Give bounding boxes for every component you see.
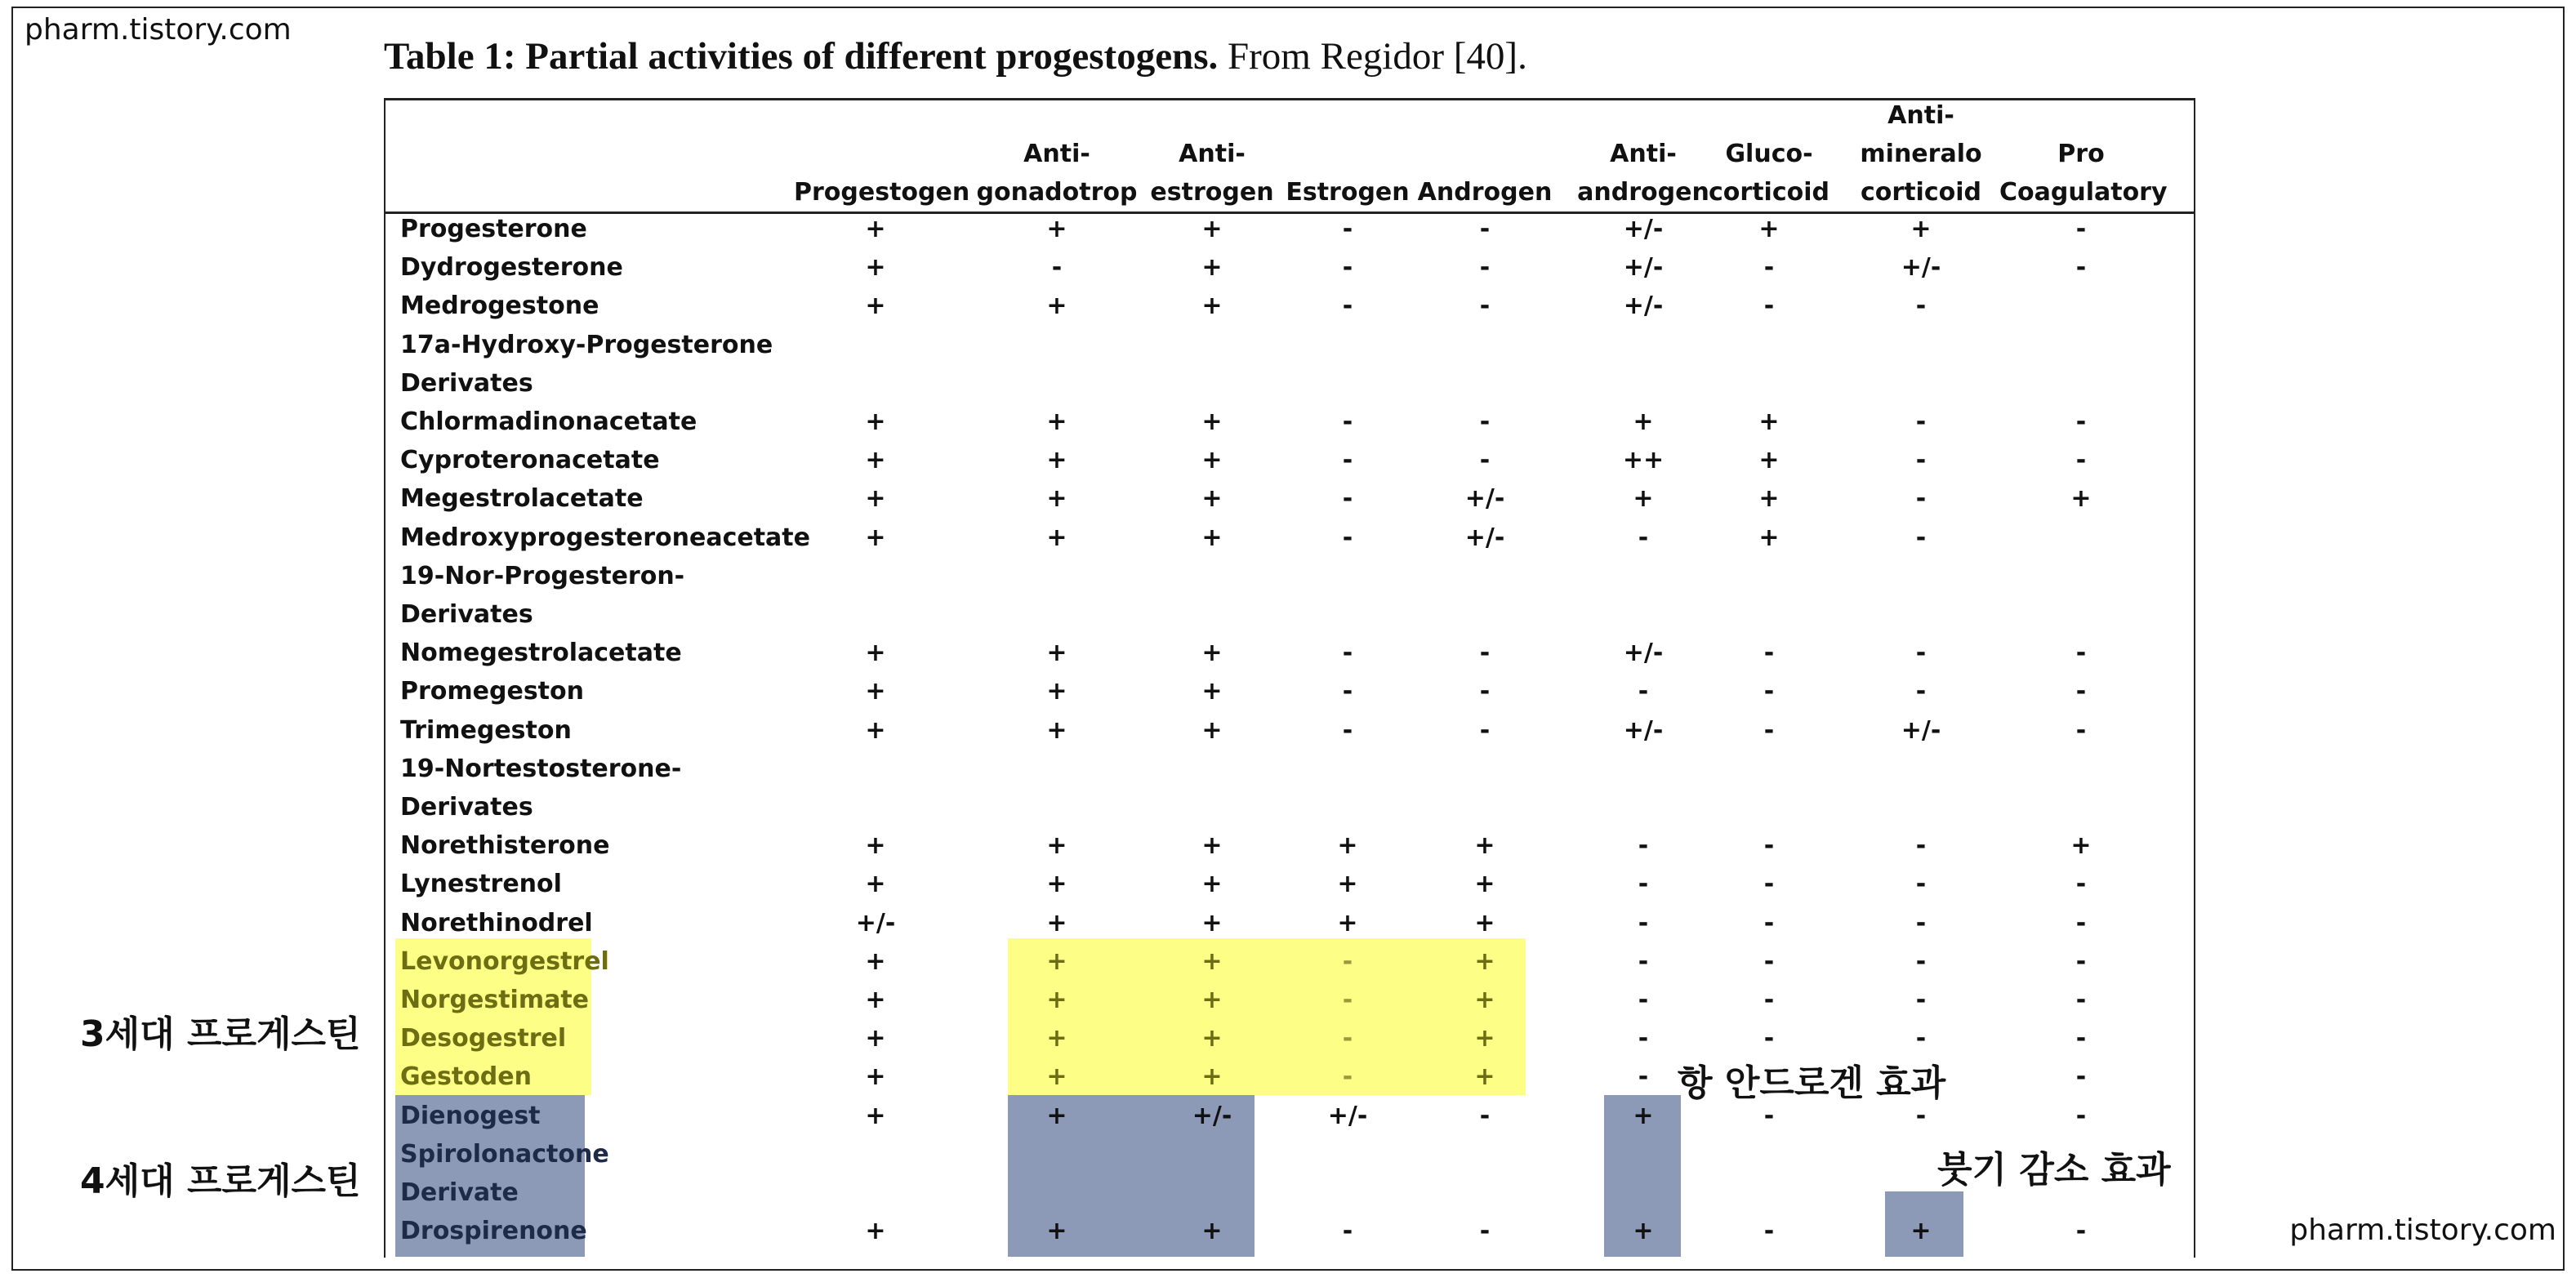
column-header-line: gonadotrop xyxy=(976,178,1138,207)
table-cell: + xyxy=(865,831,886,861)
table-cell: + xyxy=(1046,523,1067,552)
table-cell: - xyxy=(1915,639,1927,668)
table-cell: + xyxy=(1046,292,1067,321)
column-header-line: Anti- xyxy=(1887,101,1954,130)
table-cell: + xyxy=(1046,908,1067,937)
column-header-line: Coagulatory xyxy=(1999,178,2168,207)
table-cell: - xyxy=(1763,677,1775,706)
column-header-line: corticoid xyxy=(1861,178,1981,207)
table-cell: + xyxy=(1337,908,1358,937)
row-label: Nomegestrolacetate xyxy=(400,639,682,668)
table-cell: +/- xyxy=(1901,253,1941,283)
table-cell: - xyxy=(1342,639,1353,668)
table-cell: - xyxy=(1342,1024,1353,1053)
table-cell: - xyxy=(2075,407,2087,436)
table-cell: + xyxy=(1474,946,1495,976)
table-cell: + xyxy=(865,639,886,668)
annotation-4th-generation: 4세대 프로게스틴 xyxy=(80,1160,361,1202)
column-header-line: mineralo xyxy=(1860,140,1982,168)
table-cell: + xyxy=(1758,407,1780,436)
table-cell: - xyxy=(2075,986,2087,1014)
table-cell: - xyxy=(1763,253,1775,283)
annotation-3rd-generation: 3세대 프로게스틴 xyxy=(80,1013,361,1055)
table-cell: + xyxy=(1201,446,1223,475)
column-header xyxy=(1999,135,2168,212)
table-cell: + xyxy=(1201,407,1223,436)
table-cell: + xyxy=(2070,831,2092,861)
table-cell: - xyxy=(1915,523,1927,552)
table-cell: + xyxy=(1633,1101,1654,1130)
table-cell: + xyxy=(1201,639,1223,668)
row-label: Progesterone xyxy=(400,215,587,243)
column-header-line: Estrogen xyxy=(1286,178,1410,207)
row-label: Derivates xyxy=(400,793,533,822)
table-cell: + xyxy=(1046,484,1067,514)
table-cell: - xyxy=(2075,946,2087,976)
row-label: Spirolonactone xyxy=(400,1139,609,1169)
table-cell: - xyxy=(1763,870,1775,899)
table-cell: - xyxy=(2075,870,2087,899)
table-cell: - xyxy=(1342,484,1353,514)
table-cell: - xyxy=(2075,677,2087,706)
table-cell: - xyxy=(1915,870,1927,899)
table-cell: + xyxy=(1201,1062,1223,1092)
table-cell: - xyxy=(1915,446,1927,475)
row-label: Levonorgestrel xyxy=(400,946,609,976)
table-cell: + xyxy=(2070,484,2092,514)
table-cell: + xyxy=(1474,1024,1495,1053)
table-cell: + xyxy=(1633,407,1654,436)
table-cell: - xyxy=(2075,1217,2087,1246)
table-cell: - xyxy=(1638,946,1649,976)
table-cell: + xyxy=(1201,215,1223,243)
table-cell: + xyxy=(1046,986,1067,1014)
table-cell: +/- xyxy=(1623,292,1664,321)
table-cell: + xyxy=(865,446,886,475)
table-cell: + xyxy=(1910,1217,1932,1246)
table-cell: +/- xyxy=(1623,639,1664,668)
table-cell: - xyxy=(2075,215,2087,243)
row-label: Cyproteronacetate xyxy=(400,446,660,475)
table-cell: - xyxy=(2075,1024,2087,1053)
table-cell: + xyxy=(1201,253,1223,283)
table-cell: - xyxy=(1915,1024,1927,1053)
table-caption xyxy=(384,34,1527,78)
column-header xyxy=(794,173,970,212)
table-cell: - xyxy=(2075,1101,2087,1130)
table-cell: +/- xyxy=(1192,1101,1232,1130)
table-cell: + xyxy=(865,253,886,283)
table-cell: - xyxy=(1763,1217,1775,1246)
table-cell: + xyxy=(1046,831,1067,861)
row-label: Derivates xyxy=(400,368,533,398)
table-cell: - xyxy=(1479,715,1491,745)
row-label: 17a-Hydroxy-Progesterone xyxy=(400,330,773,359)
table-cell: + xyxy=(1046,407,1067,436)
table-cell: - xyxy=(1342,446,1353,475)
table-cell: +/- xyxy=(1464,484,1505,514)
table-cell: + xyxy=(1046,715,1067,745)
table-cell: - xyxy=(1479,215,1491,243)
table-cell: - xyxy=(1915,831,1927,861)
table-cell: + xyxy=(865,946,886,976)
table-cell: + xyxy=(865,215,886,243)
table-cell: + xyxy=(865,986,886,1014)
table-cell: + xyxy=(1046,1062,1067,1092)
table-cell: - xyxy=(1763,908,1775,937)
table-cell: + xyxy=(1201,523,1223,552)
table-cell: +/- xyxy=(1623,253,1664,283)
column-header-line: estrogen xyxy=(1150,178,1274,207)
table-cell: + xyxy=(1633,1217,1654,1246)
row-label: 19-Nortestosterone- xyxy=(400,754,682,783)
table-cell: - xyxy=(1763,292,1775,321)
table-cell: + xyxy=(1046,215,1067,243)
table-cell: - xyxy=(1479,639,1491,668)
table-cell: + xyxy=(1474,831,1495,861)
column-header xyxy=(1687,135,1851,212)
table-cell: - xyxy=(1342,407,1353,436)
table-cell: - xyxy=(2075,253,2087,283)
table-cell: + xyxy=(865,484,886,514)
table-cell: - xyxy=(1342,946,1353,976)
table-cell: + xyxy=(1758,523,1780,552)
table-cell: + xyxy=(1201,1217,1223,1246)
column-header-line: Progestogen xyxy=(794,178,970,207)
table-cell: - xyxy=(1479,677,1491,706)
table-cell: + xyxy=(1910,215,1932,243)
table-cell: + xyxy=(1046,639,1067,668)
table-cell: - xyxy=(1051,253,1063,283)
table-cell: + xyxy=(865,1101,886,1130)
table-cell: +/- xyxy=(1901,715,1941,745)
table-cell: + xyxy=(1201,831,1223,861)
row-label: Dienogest xyxy=(400,1101,541,1130)
column-header xyxy=(975,135,1139,212)
table-cell: + xyxy=(1046,677,1067,706)
table-cell: - xyxy=(1915,908,1927,937)
table-cell: + xyxy=(865,1024,886,1053)
table-cell: +/- xyxy=(1623,715,1664,745)
table-cell: + xyxy=(1337,870,1358,899)
table-cell: - xyxy=(1638,677,1649,706)
table-cell: + xyxy=(1201,908,1223,937)
column-header xyxy=(1839,96,2003,212)
row-label: Promegeston xyxy=(400,677,584,706)
row-label: Gestoden xyxy=(400,1062,532,1092)
table-cell: - xyxy=(1915,677,1927,706)
table-cell: +/- xyxy=(1464,523,1505,552)
table-cell: + xyxy=(1046,1024,1067,1053)
table-cell: - xyxy=(2075,1062,2087,1092)
table-cell: + xyxy=(1633,484,1654,514)
table-cell: - xyxy=(1342,523,1353,552)
table-cell: - xyxy=(1638,1062,1649,1092)
caption-source: From Regidor [40]. xyxy=(1218,35,1527,78)
column-header-line: corticoid xyxy=(1709,178,1829,207)
table-cell: + xyxy=(865,1217,886,1246)
table-cell: + xyxy=(1046,1217,1067,1246)
table-cell: - xyxy=(1479,407,1491,436)
row-label: Norethinodrel xyxy=(400,908,593,937)
table-cell: + xyxy=(1201,870,1223,899)
table-cell: - xyxy=(1763,946,1775,976)
table-cell: - xyxy=(2075,715,2087,745)
table-cell: - xyxy=(1763,1024,1775,1053)
row-label: Drospirenone xyxy=(400,1217,587,1246)
table-cell: + xyxy=(1474,1062,1495,1092)
column-header-line: androgen xyxy=(1577,178,1709,207)
table-cell: - xyxy=(1915,292,1927,321)
row-label: Norgestimate xyxy=(400,986,590,1014)
table-cell: + xyxy=(1201,986,1223,1014)
column-header-line: Anti- xyxy=(1610,140,1677,168)
table-cell: + xyxy=(1337,831,1358,861)
row-label: Chlormadinonacetate xyxy=(400,407,697,436)
table-cell: - xyxy=(1763,986,1775,1014)
table-cell: - xyxy=(1763,715,1775,745)
column-header xyxy=(1403,173,1567,212)
table-cell: - xyxy=(1638,831,1649,861)
table-cell: - xyxy=(1479,253,1491,283)
table-cell: - xyxy=(1479,292,1491,321)
table-cell: +/- xyxy=(855,908,896,937)
row-label: Medroxyprogesteroneacetate xyxy=(400,523,810,552)
table-cell: - xyxy=(1915,946,1927,976)
table-cell: + xyxy=(1201,677,1223,706)
column-header-line: Anti- xyxy=(1023,140,1090,168)
table-cell: - xyxy=(1342,1217,1353,1246)
annotation-antiandrogen-effect: 항 안드로겐 효과 xyxy=(1678,1062,1946,1104)
table-cell: + xyxy=(865,870,886,899)
row-label: Medrogestone xyxy=(400,292,599,321)
table-cell: - xyxy=(1479,446,1491,475)
table-cell: - xyxy=(1915,484,1927,514)
table-cell: - xyxy=(1342,292,1353,321)
row-label: Lynestrenol xyxy=(400,870,562,899)
table-cell: + xyxy=(865,1062,886,1092)
table-cell: - xyxy=(1638,986,1649,1014)
row-label: Dydrogesterone xyxy=(400,253,623,283)
table-cell: + xyxy=(1201,1024,1223,1053)
table-cell: - xyxy=(1638,523,1649,552)
table-cell: + xyxy=(865,292,886,321)
table-cell: + xyxy=(865,715,886,745)
table-cell: - xyxy=(1915,1101,1927,1130)
row-label: Trimegeston xyxy=(400,715,572,745)
column-header-line: Pro xyxy=(2057,140,2105,168)
table-cell: - xyxy=(1638,908,1649,937)
table-cell: + xyxy=(1201,715,1223,745)
table-cell: - xyxy=(1342,715,1353,745)
table-cell: + xyxy=(1474,870,1495,899)
table-cell: - xyxy=(2075,908,2087,937)
table-cell: + xyxy=(1758,215,1780,243)
table-cell: - xyxy=(1638,870,1649,899)
table-cell: - xyxy=(1342,677,1353,706)
table-cell: - xyxy=(1763,639,1775,668)
table-cell: - xyxy=(1763,831,1775,861)
table-cell: - xyxy=(1479,1101,1491,1130)
table-cell: + xyxy=(1474,908,1495,937)
table-cell: - xyxy=(1763,1101,1775,1130)
table-cell: - xyxy=(2075,639,2087,668)
table-cell: - xyxy=(1342,1062,1353,1092)
table-cell: + xyxy=(1201,484,1223,514)
row-label: 19-Nor-Progesteron- xyxy=(400,561,685,590)
column-header-line: Anti- xyxy=(1179,140,1246,168)
table-cell: + xyxy=(1758,484,1780,514)
table-cell: +/- xyxy=(1623,215,1664,243)
table-cell: + xyxy=(865,677,886,706)
table-cell: - xyxy=(1342,215,1353,243)
table-cell: ++ xyxy=(1622,446,1665,475)
table-cell: + xyxy=(865,407,886,436)
table-cell: + xyxy=(1046,446,1067,475)
row-label: Derivate xyxy=(400,1178,519,1207)
table-cell: + xyxy=(1201,292,1223,321)
watermark-bottom-right: pharm.tistory.com xyxy=(2289,1213,2556,1247)
table-cell: - xyxy=(1915,407,1927,436)
table-cell: + xyxy=(1758,446,1780,475)
row-label: Desogestrel xyxy=(400,1024,567,1053)
column-header-line: Androgen xyxy=(1417,178,1553,207)
table-cell: + xyxy=(1474,986,1495,1014)
column-header-line: Gluco- xyxy=(1725,140,1813,168)
table-cell: - xyxy=(1915,986,1927,1014)
caption-bold: Table 1: Partial activities of different progestogens. xyxy=(384,35,1219,78)
table-cell: + xyxy=(865,523,886,552)
table-cell: - xyxy=(2075,446,2087,475)
table-cell: - xyxy=(1342,253,1353,283)
table-cell: + xyxy=(1046,870,1067,899)
table-cell: - xyxy=(1638,1024,1649,1053)
table-cell: + xyxy=(1201,946,1223,976)
row-label: Derivates xyxy=(400,600,533,629)
table-cell: +/- xyxy=(1327,1101,1368,1130)
row-label: Megestrolacetate xyxy=(400,484,644,514)
table-cell: + xyxy=(1046,946,1067,976)
table-cell: + xyxy=(1046,1101,1067,1130)
annotation-edema-reduction: 붓기 감소 효과 xyxy=(1937,1149,2171,1191)
row-label: Norethisterone xyxy=(400,831,610,861)
table-cell: - xyxy=(1342,986,1353,1014)
watermark-top-left: pharm.tistory.com xyxy=(25,13,292,47)
table-cell: - xyxy=(1479,1217,1491,1246)
